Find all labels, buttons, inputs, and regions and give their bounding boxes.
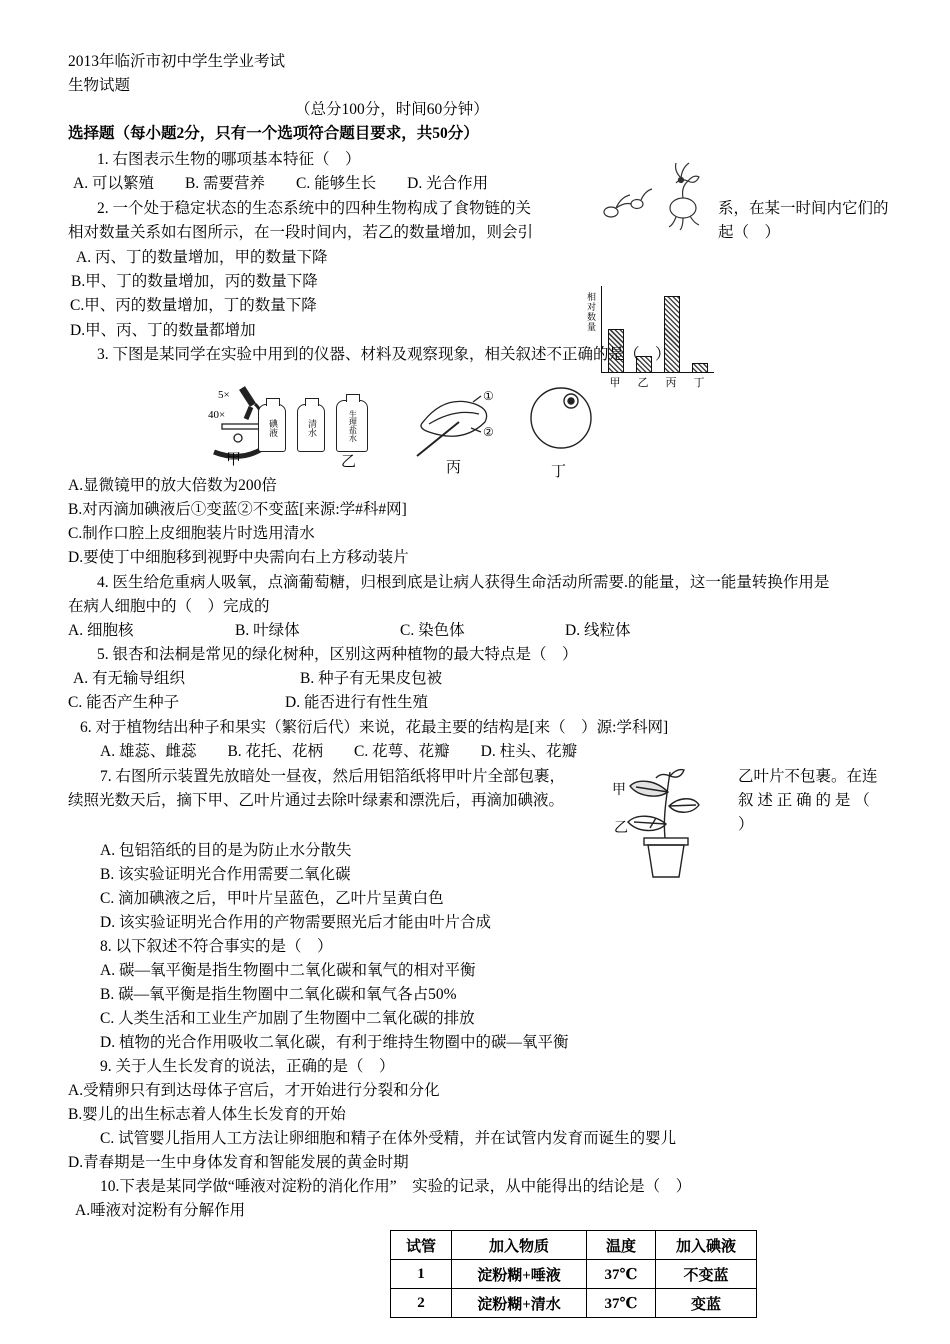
- q4-option-b: B. 叶绿体: [235, 622, 300, 639]
- table-cell: 37℃: [587, 1260, 656, 1289]
- bottle-cap: [346, 394, 360, 402]
- q3-stem: 3. 下图是某同学在实验中用到的仪器、材料及观察现象，相关叙述不正确的是（ ）: [97, 346, 671, 363]
- q2-stem-line2-left: 相对数量关系如右图所示，在一段时间内，若乙的数量增加，则会引: [68, 224, 534, 241]
- chart-category-label: 丁: [693, 377, 705, 389]
- q6-stem: 6. 对于植物结出种子和果实（繁衍后代）来说，花最主要的结构是[来（ ）源:学科网]: [80, 719, 669, 736]
- q5-option-c: C. 能否产生种子: [68, 694, 180, 711]
- q4-option-a: A. 细胞核: [68, 622, 134, 639]
- q8-option-d: D. 植物的光合作用吸收二氧化碳，有利于维持生物圈中的碳—氧平衡: [100, 1034, 569, 1051]
- table-header-cell: 试管: [391, 1231, 452, 1260]
- q5-option-a: A. 有无输导组织: [73, 670, 185, 687]
- q10-option-a: A.唾液对淀粉有分解作用: [75, 1202, 246, 1219]
- q5-option-b: B. 种子有无果皮包被: [300, 670, 443, 687]
- bottle-cap: [305, 398, 319, 406]
- q2-option-c: C.甲、丙的数量增加，丁的数量下降: [70, 297, 317, 314]
- q7-option-c: C. 滴加碘液之后，甲叶片呈蓝色，乙叶片呈黄白色: [100, 890, 444, 907]
- q10-stem: 10.下表是某同学做“唾液对淀粉的消化作用” 实验的记录，从中能得出的结论是（ ）: [100, 1178, 692, 1195]
- table-header-cell: 加入碘液: [656, 1231, 757, 1260]
- iodine-bottle: [258, 404, 286, 452]
- q8-stem: 8. 以下叙述不符合事实的是（ ）: [100, 938, 333, 955]
- q9-option-b: B.婴儿的出生标志着人体生长发育的开始: [68, 1106, 346, 1123]
- q2-option-b: B.甲、丁的数量增加，丙的数量下降: [71, 273, 318, 290]
- cell-figure: [526, 384, 598, 452]
- section-heading: 选择题（每小题2分，只有一个选项符合题目要求，共50分）: [68, 125, 479, 142]
- potted-plant-figure: [606, 762, 710, 884]
- table-header-cell: 加入物质: [452, 1231, 587, 1260]
- q8-option-a: A. 碳—氧平衡是指生物圈中二氧化碳和氧气的相对平衡: [100, 962, 476, 979]
- circled-two-label: ②: [483, 425, 494, 439]
- q9-option-d: D.青春期是一生中身体发育和智能发展的黄金时期: [68, 1154, 409, 1171]
- paper-subject: 生物试题: [68, 77, 131, 94]
- table-row: [391, 1289, 757, 1318]
- digestion-experiment-table: [390, 1230, 757, 1318]
- q7-stem-line2-right: 叙 述 正 确 的 是 （: [738, 792, 870, 809]
- bottle-cap: [266, 398, 280, 406]
- table-cell: 37℃: [587, 1289, 656, 1318]
- q6-options: A. 雄蕊、雌蕊 B. 花托、花柄 C. 花萼、花瓣 D. 柱头、花瓣: [100, 743, 578, 760]
- table-cell: 变蓝: [656, 1289, 757, 1318]
- chart-categories: [601, 374, 713, 390]
- q9-option-c: C. 试管婴儿指用人工方法让卵细胞和精子在体外受精，并在试管内发育而诞生的婴儿: [100, 1130, 677, 1147]
- q5-stem: 5. 银杏和法桐是常见的绿化树种，区别这两种植物的最大特点是（ ）: [97, 646, 578, 663]
- eyepiece-magnification-label: 5×: [218, 389, 230, 401]
- table-row: [391, 1260, 757, 1289]
- bottle-label: 清水: [306, 419, 317, 437]
- table-cell: 2: [391, 1289, 452, 1318]
- germinating-seeds-figure: [595, 154, 713, 236]
- chart-category-label: 丙: [665, 377, 677, 389]
- chart-category-label: 乙: [637, 377, 649, 389]
- table-cell: 淀粉糊+清水: [452, 1289, 587, 1318]
- score-time-line: （总分100分，时间60分钟）: [295, 101, 489, 118]
- q2-option-d: D.甲、丙、丁的数量都增加: [70, 322, 256, 339]
- population-bar-chart: [583, 284, 731, 390]
- table-header-cell: 温度: [587, 1231, 656, 1260]
- figure-label-bing: 丙: [446, 460, 462, 476]
- q1-options: A. 可以繁殖 B. 需要营养 C. 能够生长 D. 光合作用: [73, 175, 489, 192]
- q8-option-c: C. 人类生活和工业生产加剧了生物圈中二氧化碳的排放: [100, 1010, 475, 1027]
- reagent-bottles-figure: [258, 400, 368, 452]
- q7-option-b: B. 该实验证明光合作用需要二氧化碳: [100, 866, 351, 883]
- leaf-label-yi: 乙: [614, 821, 628, 836]
- q2-stem-line2-right: 起（ ）: [718, 224, 781, 241]
- q4-stem-line1: 4. 医生给危重病人吸氧，点滴葡萄糖，归根到底是让病人获得生命活动所需要.的能量，这一能量转换作用是: [97, 574, 830, 591]
- table-header-row: [391, 1231, 757, 1260]
- saline-bottle: [336, 400, 368, 452]
- q1-stem: 1. 右图表示生物的哪项基本特征（ ）: [97, 151, 361, 168]
- q3-option-a: A.显微镜甲的放大倍数为200倍: [68, 477, 277, 494]
- q2-option-a: A. 丙、丁的数量增加，甲的数量下降: [76, 249, 328, 266]
- table-cell: 不变蓝: [656, 1260, 757, 1289]
- q9-option-a: A.受精卵只有到达母体子宫后，才开始进行分裂和分化: [68, 1082, 440, 1099]
- figure-label-ding: 丁: [551, 464, 567, 480]
- bottle-label: 生理盐水: [348, 410, 358, 442]
- chart-bar: [692, 363, 708, 372]
- q4-option-d: D. 线粒体: [565, 622, 631, 639]
- chart-category-label: 甲: [609, 377, 621, 389]
- water-bottle: [297, 404, 325, 452]
- q2-stem-line1-left: 2. 一个处于稳定状态的生态系统中的四种生物构成了食物链的关: [97, 200, 532, 217]
- q7-stem-line1-left: 7. 右图所示装置先放暗处一昼夜，然后用铝箔纸将甲叶片全部包裹，: [100, 768, 566, 785]
- q5-option-d: D. 能否进行有性生殖: [285, 694, 428, 711]
- q8-option-b: B. 碳—氧平衡是指生物圈中二氧化碳和氧气各占50%: [100, 986, 457, 1003]
- q7-option-a: A. 包铝箔纸的目的是为防止水分散失: [100, 842, 352, 859]
- q3-option-b: B.对丙滴加碘液后①变蓝②不变蓝[来源:学#科#网]: [68, 501, 407, 518]
- circled-one-label: ①: [483, 389, 494, 403]
- chart-y-axis-label: 相对数量: [586, 292, 596, 332]
- leaf-label-jia: 甲: [612, 783, 626, 798]
- q4-stem-line2: 在病人细胞中的（ ）完成的: [68, 598, 270, 615]
- q7-stem-line2-left: 续照光数天后，摘下甲、乙叶片通过去除叶绿素和漂洗后，再滴加碘液。: [68, 792, 565, 809]
- figure-label-jia: 甲: [226, 452, 242, 468]
- objective-magnification-label: 40×: [208, 409, 226, 421]
- figure-label-yi: 乙: [341, 454, 357, 470]
- table-cell: 1: [391, 1260, 452, 1289]
- q7-stem-line3-right: ）: [738, 816, 754, 833]
- bottle-label: 碘液: [267, 419, 278, 437]
- exam-title: 2013年临沂市初中学生学业考试: [68, 53, 286, 70]
- q3-option-d: D.要使丁中细胞移到视野中央需向右上方移动装片: [68, 549, 409, 566]
- q7-stem-line1-right: 乙叶片不包裹。在连: [738, 768, 878, 785]
- q7-option-d: D. 该实验证明光合作用的产物需要照光后才能由叶片合成: [100, 914, 491, 931]
- table-cell: 淀粉糊+唾液: [452, 1260, 587, 1289]
- q9-stem: 9. 关于人生长发育的说法，正确的是（ ）: [100, 1058, 395, 1075]
- q4-option-c: C. 染色体: [400, 622, 465, 639]
- q3-option-c: C.制作口腔上皮细胞装片时选用清水: [68, 525, 315, 542]
- q2-stem-line1-right: 系，在某一时间内它们的: [718, 200, 889, 217]
